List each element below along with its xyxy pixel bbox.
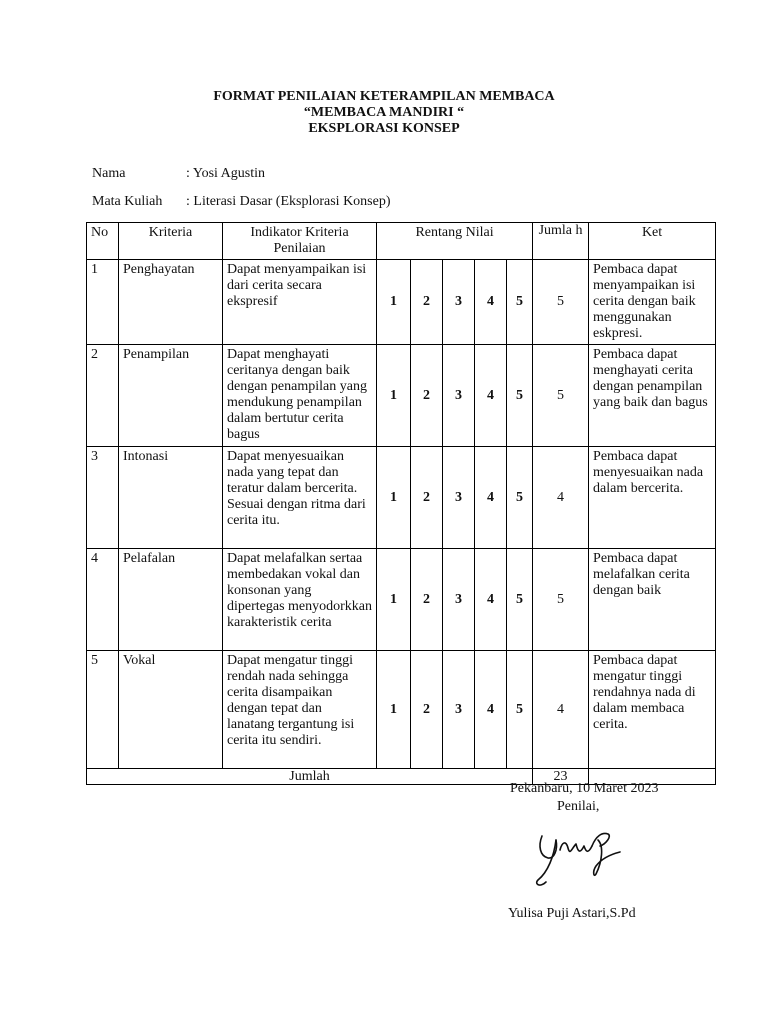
header-kriteria: Kriteria	[119, 223, 223, 260]
row-ket: Pembaca dapat menghayati cerita dengan penampilan yang baik dan bagus	[589, 345, 716, 447]
document-title: FORMAT PENILAIAN KETERAMPILAN MEMBACA	[213, 89, 555, 104]
table-row	[87, 345, 716, 447]
row-indikator: Dapat menghayati ceritanya dengan baik dengan penampilan yang mendukung penampilan dalam bertutur cerita bagus	[223, 345, 377, 447]
row-kriteria: Penampilan	[119, 345, 223, 447]
score-5: 5	[507, 447, 533, 549]
row-no: 4	[87, 549, 119, 651]
name-value: : Yosi Agustin	[186, 166, 265, 181]
score-3: 3	[443, 345, 475, 447]
row-ket: Pembaca dapat mengatur tinggi rendahnya nada di dalam membaca cerita.	[589, 651, 716, 769]
table-row	[87, 260, 716, 345]
table-row	[87, 447, 716, 549]
score-3: 3	[443, 651, 475, 769]
score-2: 2	[411, 260, 443, 345]
score-1: 1	[377, 447, 411, 549]
course-label: Mata Kuliah	[92, 194, 163, 209]
score-1: 1	[377, 549, 411, 651]
place-date: Pekanbaru, 10 Maret 2023	[510, 781, 659, 796]
assessment-table	[86, 222, 716, 785]
score-1: 1	[377, 260, 411, 345]
score-3: 3	[443, 260, 475, 345]
row-no: 3	[87, 447, 119, 549]
row-ket: Pembaca dapat menyampaikan isi cerita dengan baik menggunakan eskpresi.	[589, 260, 716, 345]
row-indikator: Dapat melafalkan sertaa membedakan vokal dan konsonan yang dipertegas menyodorkkan karakteristik cerita	[223, 549, 377, 651]
score-2: 2	[411, 345, 443, 447]
row-indikator: Dapat menyesuaikan nada yang tepat dan teratur dalam bercerita. Sesuai dengan ritma dari cerita itu.	[223, 447, 377, 549]
name-label: Nama	[92, 166, 126, 181]
score-4: 4	[475, 345, 507, 447]
score-2: 2	[411, 447, 443, 549]
row-jumlah: 5	[533, 345, 589, 447]
row-kriteria: Vokal	[119, 651, 223, 769]
row-jumlah: 5	[533, 549, 589, 651]
course-value: : Literasi Dasar (Eksplorasi Konsep)	[186, 194, 391, 209]
row-jumlah: 5	[533, 260, 589, 345]
header-jumlah: Jumla h	[533, 223, 589, 260]
score-1: 1	[377, 345, 411, 447]
row-no: 5	[87, 651, 119, 769]
signature-image	[532, 822, 624, 892]
score-3: 3	[443, 447, 475, 549]
score-4: 4	[475, 651, 507, 769]
total-value: 23	[533, 769, 589, 785]
table-row	[87, 549, 716, 651]
score-4: 4	[475, 260, 507, 345]
row-indikator: Dapat mengatur tinggi rendah nada sehingga cerita disampaikan dengan tepat dan lanatang tergantung isi cerita itu sendiri.	[223, 651, 377, 769]
score-4: 4	[475, 549, 507, 651]
row-no: 2	[87, 345, 119, 447]
score-1: 1	[377, 651, 411, 769]
score-4: 4	[475, 447, 507, 549]
score-5: 5	[507, 651, 533, 769]
header-indikator: Indikator Kriteria Penilaian	[223, 223, 377, 260]
score-5: 5	[507, 345, 533, 447]
row-ket: Pembaca dapat melafalkan cerita dengan baik	[589, 549, 716, 651]
score-5: 5	[507, 549, 533, 651]
score-2: 2	[411, 651, 443, 769]
row-kriteria: Pelafalan	[119, 549, 223, 651]
score-5: 5	[507, 260, 533, 345]
signer-name: Yulisa Puji Astari,S.Pd	[508, 906, 636, 921]
row-kriteria: Intonasi	[119, 447, 223, 549]
header-rentang: Rentang Nilai	[377, 223, 533, 260]
row-no: 1	[87, 260, 119, 345]
row-jumlah: 4	[533, 447, 589, 549]
document-subtitle: “MEMBACA MANDIRI “	[303, 105, 465, 120]
row-indikator: Dapat menyampaikan isi dari cerita secara ekspresif	[223, 260, 377, 345]
row-kriteria: Penghayatan	[119, 260, 223, 345]
document-topic: EKSPLORASI KONSEP	[308, 121, 460, 136]
table-header-row	[87, 223, 716, 260]
header-ket: Ket	[589, 223, 716, 260]
header-no: No	[87, 223, 119, 260]
table-row	[87, 651, 716, 769]
row-jumlah: 4	[533, 651, 589, 769]
row-ket: Pembaca dapat menyesuaikan nada dalam bercerita.	[589, 447, 716, 549]
total-label: Jumlah	[87, 769, 533, 785]
score-3: 3	[443, 549, 475, 651]
score-2: 2	[411, 549, 443, 651]
assessor-role: Penilai,	[557, 799, 600, 814]
